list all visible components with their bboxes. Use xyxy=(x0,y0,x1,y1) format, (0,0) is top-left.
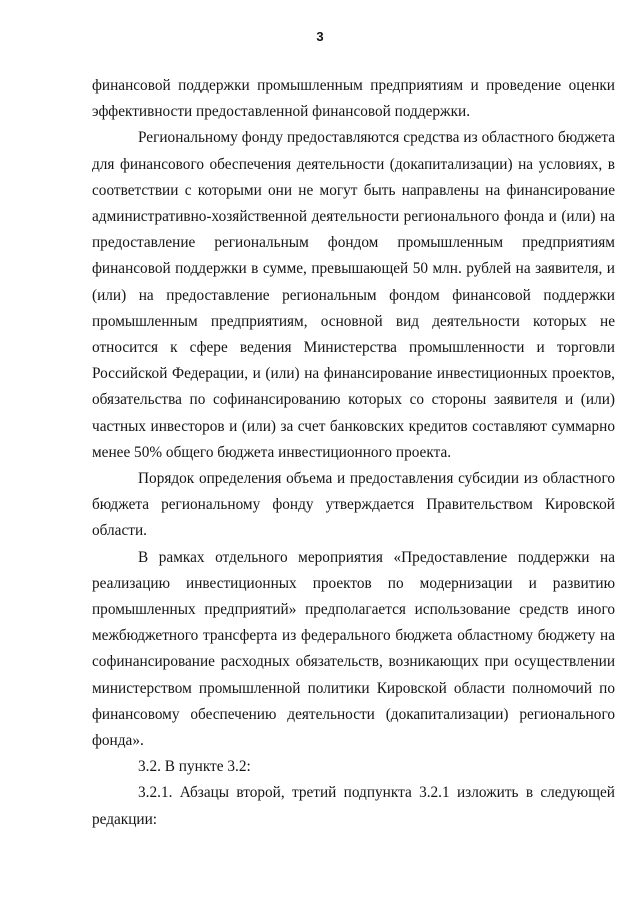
paragraph-point-3-2: 3.2. В пункте 3.2: xyxy=(138,758,251,776)
paragraph-subsidy-procedure: Порядок определения объема и предоставления субсидии из областного бюджета региональному фонду утверждается Правительством Кировской области. xyxy=(92,470,615,540)
paragraph-interbudget-transfer: В рамках отдельного мероприятия «Предоставление поддержки на реализацию инвестиционных проектов по модернизации и развитию промышленных предприятий» предполагается использование средств иного межбюджетного трансферта из федерального бюджета областному бюджету на софинансирование расходных обязательств, возникающих при осуществлении министерством промышленной политики Кировской области полномочий по финансовому обеспечению деятельности (докапитализации) регионального фонда». xyxy=(92,548,615,750)
paragraph-subpoint-3-2-1: 3.2.1. Абзацы второй, третий подпункта 3.2.1 изложить в следующей редакции: xyxy=(92,784,615,828)
page-number: 3 xyxy=(316,29,324,44)
paragraph-continuation: финансовой поддержки промышленным предприятиям и проведение оценки эффективности предоставленной финансовой поддержки. xyxy=(92,77,615,121)
document-body xyxy=(92,73,615,833)
paragraph-fund-funding: Региональному фонду предоставляются средства из областного бюджета для финансового обеспечения деятельности (докапитализации) на условиях, в соответствии с которыми они не могут быть направлены на финансирование административно-хозяйственной деятельности регионального фонда и (или) на предоставление региональным фондом промышленным предприятиям финансовой поддержки в сумме, превышающей 50 млн. рублей на заявителя, и (или) на предоставление региональным фондом финансовой поддержки промышленным предприятиям, основной вид деятельности которых не относится к сфере ведения Министерства промышленности и торговли Российской Федерации, и (или) на финансирование инвестиционных проектов, обязательства по софинансированию которых со стороны заявителя и (или) частных инвесторов и (или) за счет банковских кредитов составляют суммарно менее 50% общего бюджета инвестиционного проекта. xyxy=(92,129,615,461)
